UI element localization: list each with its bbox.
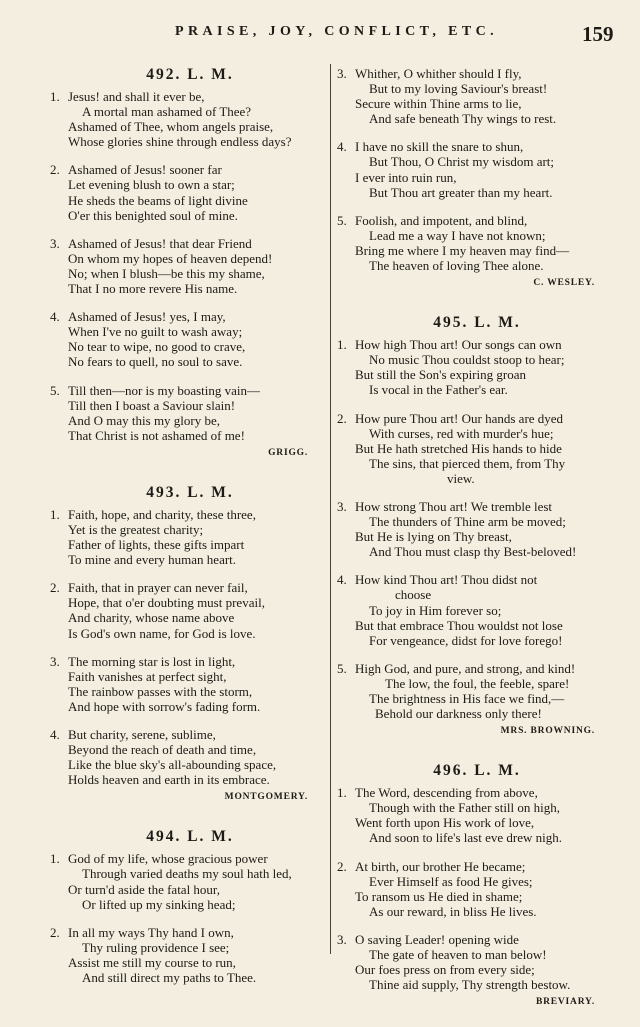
verse-line: Thy ruling providence I see; xyxy=(82,939,230,955)
verse-line: On whom my hopes of heaven depend! xyxy=(68,250,273,266)
verse-line: As our reward, in bliss He lives. xyxy=(369,903,537,919)
verse-line: But that embrace Thou wouldst not lose xyxy=(355,617,563,633)
stanza-number: 3. xyxy=(337,66,347,81)
verse-line: Faith, hope, and charity, these three, xyxy=(68,506,256,522)
stanza-number: 2. xyxy=(50,162,60,178)
verse-line: For vengeance, didst for love forego! xyxy=(369,632,563,648)
hymn-494-continued xyxy=(337,66,617,288)
stanza-number: 3. xyxy=(337,931,347,947)
verse-line: And still direct my paths to Thee. xyxy=(82,970,257,986)
verse-line: To ransom us He died in shame; xyxy=(355,888,523,904)
verse-line: But still the Son's expiring groan xyxy=(355,367,526,383)
verse-line: He sheds the beams of light divine xyxy=(68,192,248,208)
stanza xyxy=(337,411,617,486)
verse-line: But He is lying on Thy breast, xyxy=(355,529,512,545)
stanza-number: 5. xyxy=(337,212,347,228)
verse-line: And soon to life's last eve drew nigh. xyxy=(369,830,562,846)
verse-line: The thunders of Thine arm be moved; xyxy=(369,514,566,530)
verse-line: That I no more revere His name. xyxy=(68,281,238,297)
hymn-495 xyxy=(337,308,617,736)
stanza xyxy=(50,89,330,149)
verse-line: Foolish, and impotent, and blind, xyxy=(355,212,528,228)
verse-line: How kind Thou art! Thou didst not xyxy=(355,572,538,588)
hymn-title: 493. L. M. xyxy=(146,483,234,501)
stanza xyxy=(337,572,617,647)
stanza xyxy=(337,661,617,721)
verse-line: The low, the foul, the feeble, spare! xyxy=(385,675,570,691)
stanza-number: 3. xyxy=(50,653,60,669)
right-column xyxy=(337,66,617,1027)
stanza-number: 2. xyxy=(50,580,60,596)
hymn-title: 494. L. M. xyxy=(146,828,234,846)
verse-line: With curses, red with murder's hue; xyxy=(369,425,554,441)
stanza xyxy=(337,785,617,845)
hymn-title: 492. L. M. xyxy=(146,66,234,83)
verse-line: The gate of heaven to man below! xyxy=(369,947,547,963)
verse-line: No; when I blush—be this my shame, xyxy=(68,265,265,281)
page-header xyxy=(0,22,640,50)
verse-line: To joy in Him forever so; xyxy=(369,602,502,618)
verse-line: Is vocal in the Father's ear. xyxy=(369,382,508,398)
stanza-number: 1. xyxy=(50,89,60,104)
stanza-number: 1. xyxy=(337,337,347,353)
stanza xyxy=(337,499,617,559)
verse-line: And hope with sorrow's fading form. xyxy=(68,698,261,714)
verse-line: Assist me still my course to run, xyxy=(68,954,236,970)
stanza xyxy=(50,507,330,567)
verse-line: Faith, that in prayer can never fail, xyxy=(68,580,248,596)
verse-line: Secure within Thine arms to lie, xyxy=(355,96,522,112)
verse-line: In all my ways Thy hand I own, xyxy=(68,924,234,940)
verse-line: The brightness in His face we find,— xyxy=(369,691,565,706)
verse-line: Father of lights, these gifts impart xyxy=(68,537,245,553)
verse-line: Is God's own name, for God is love. xyxy=(68,625,256,641)
verse-line: High God, and pure, and strong, and kind! xyxy=(355,660,576,676)
verse-line: Though with the Father still on high, xyxy=(369,800,561,816)
stanza-number: 4. xyxy=(50,727,60,742)
verse-line: The Word, descending from above, xyxy=(355,785,538,801)
verse-line: Ever Himself as food He gives; xyxy=(369,873,533,889)
verse-line: No music Thou couldst stoop to hear; xyxy=(369,352,565,368)
verse-line: Till then I boast a Saviour slain! xyxy=(68,397,236,413)
stanza xyxy=(50,309,330,369)
stanza xyxy=(50,727,330,787)
stanza xyxy=(50,925,330,985)
verse-line: Ashamed of Jesus! sooner far xyxy=(68,162,222,178)
left-column xyxy=(50,60,330,998)
verse-line: But He hath stretched His hands to hide xyxy=(355,440,562,456)
verse-line: But Thou art greater than my heart. xyxy=(369,184,553,200)
hymn-title: 496. L. M. xyxy=(433,762,521,780)
stanza xyxy=(50,236,330,296)
verse-line: Ashamed of Thee, whom angels praise, xyxy=(68,119,274,135)
stanza xyxy=(50,383,330,443)
verse-line: Or lifted up my sinking head; xyxy=(82,896,236,912)
stanza-number: 2. xyxy=(337,410,347,426)
verse-line: And charity, whose name above xyxy=(68,610,235,626)
verse-line: Jesus! and shall it ever be, xyxy=(68,89,205,104)
stanza-number: 3. xyxy=(337,498,347,514)
hymn-author: BREVIARY. xyxy=(535,997,595,1008)
verse-line: choose xyxy=(395,587,432,603)
stanza-number: 1. xyxy=(50,851,60,867)
verse-line: The morning star is lost in light, xyxy=(68,653,236,669)
verse-line: And O may this my glory be, xyxy=(68,412,221,428)
stanza-number: 4. xyxy=(337,572,347,588)
verse-line: Till then—nor is my boasting vain— xyxy=(68,382,260,398)
verse-line: Our foes press on from every side; xyxy=(355,962,535,978)
verse-line: Thine aid supply, Thy strength bestow. xyxy=(369,977,571,993)
verse-line: Behold our darkness only there! xyxy=(375,706,542,722)
verse-line: The heaven of loving Thee alone. xyxy=(369,258,544,274)
verse-line: No tear to wipe, no good to crave, xyxy=(68,339,246,355)
verse-line: At birth, our brother He became; xyxy=(355,858,526,874)
verse-line: The sins, that pierced them, from Thy xyxy=(369,455,566,471)
verse-line: Let evening blush to own a star; xyxy=(68,177,235,193)
stanza xyxy=(337,859,617,919)
hymn-492 xyxy=(50,60,330,458)
stanza xyxy=(337,337,617,397)
verse-line: Went forth upon His work of love, xyxy=(355,815,535,831)
page-number: 159 xyxy=(582,22,614,46)
stanza xyxy=(337,213,617,273)
stanza xyxy=(337,139,617,199)
column-divider xyxy=(330,64,331,954)
verse-line: But charity, serene, sublime, xyxy=(68,727,216,742)
stanza-number: 3. xyxy=(50,235,60,251)
verse-line: Lead me a way I have not known; xyxy=(369,227,546,243)
verse-line: Whither, O whither should I fly, xyxy=(355,66,522,81)
verse-line: Ashamed of Jesus! that dear Friend xyxy=(68,235,252,251)
stanza xyxy=(50,851,330,911)
verse-line: A mortal man ashamed of Thee? xyxy=(82,104,252,120)
stanza xyxy=(50,580,330,640)
verse-line: Hope, that o'er doubting must prevail, xyxy=(68,595,265,611)
verse-line: God of my life, whose gracious power xyxy=(68,851,268,867)
verse-line: How high Thou art! Our songs can own xyxy=(355,337,562,353)
stanza-number: 5. xyxy=(50,382,60,398)
verse-line: Whose glories shine through endless days? xyxy=(68,134,292,150)
stanza-number: 1. xyxy=(50,506,60,522)
running-head: PRAISE, JOY, CONFLICT, ETC. xyxy=(175,24,499,39)
stanza-number: 4. xyxy=(337,139,347,155)
verse-line: To mine and every human heart. xyxy=(68,552,237,568)
verse-line: O saving Leader! opening wide xyxy=(355,931,519,947)
verse-line: But to my loving Saviour's breast! xyxy=(369,81,548,97)
hymn-author: MRS. BROWNING. xyxy=(500,726,595,737)
stanza xyxy=(337,66,617,126)
verse-line: Through varied deaths my soul hath led, xyxy=(82,866,292,882)
hymn-author: GRIGG. xyxy=(268,447,308,458)
stanza-number: 1. xyxy=(337,785,347,801)
verse-line: Beyond the reach of death and time, xyxy=(68,742,257,758)
verse-line: When I've no guilt to wash away; xyxy=(68,324,243,340)
verse-line: How pure Thou art! Our hands are dyed xyxy=(355,410,564,426)
stanza xyxy=(50,162,330,222)
verse-line: I have no skill the snare to shun, xyxy=(355,139,524,155)
stanza-number: 4. xyxy=(50,309,60,325)
verse-line: And Thou must clasp thy Best-beloved! xyxy=(369,544,577,560)
hymn-author: MONTGOMERY. xyxy=(224,792,308,803)
verse-line: Faith vanishes at perfect sight, xyxy=(68,668,227,684)
stanza-number: 5. xyxy=(337,660,347,676)
stanza xyxy=(50,654,330,714)
hymn-494 xyxy=(50,822,330,985)
verse-line: Ashamed of Jesus! yes, I may, xyxy=(68,309,226,325)
verse-line: That Christ is not ashamed of me! xyxy=(68,427,245,443)
verse-line: O'er this benighted soul of mine. xyxy=(68,207,238,223)
stanza-number: 2. xyxy=(337,858,347,874)
verse-line: No fears to quell, no soul to save. xyxy=(68,354,243,370)
stanza xyxy=(337,932,617,992)
verse-line: Yet is the greatest charity; xyxy=(68,521,204,537)
hymn-493 xyxy=(50,478,330,803)
hymn-author: C. WESLEY. xyxy=(533,278,595,289)
hymn-496 xyxy=(337,756,617,1007)
verse-line: The rainbow passes with the storm, xyxy=(68,683,253,699)
verse-line: view. xyxy=(447,470,475,486)
stanza-number: 2. xyxy=(50,924,60,940)
verse-line: Bring me where I my heaven may find— xyxy=(355,242,570,258)
verse-line: Like the blue sky's all-abounding space, xyxy=(68,757,277,773)
verse-line: I ever into ruin run, xyxy=(355,169,457,185)
verse-line: Holds heaven and earth in its embrace. xyxy=(68,772,270,788)
verse-line: Or turn'd aside the fatal hour, xyxy=(68,881,220,897)
verse-line: But Thou, O Christ my wisdom art; xyxy=(369,154,555,170)
verse-line: How strong Thou art! We tremble lest xyxy=(355,498,553,514)
hymn-title: 495. L. M. xyxy=(433,314,521,332)
verse-line: And safe beneath Thy wings to rest. xyxy=(369,111,557,127)
